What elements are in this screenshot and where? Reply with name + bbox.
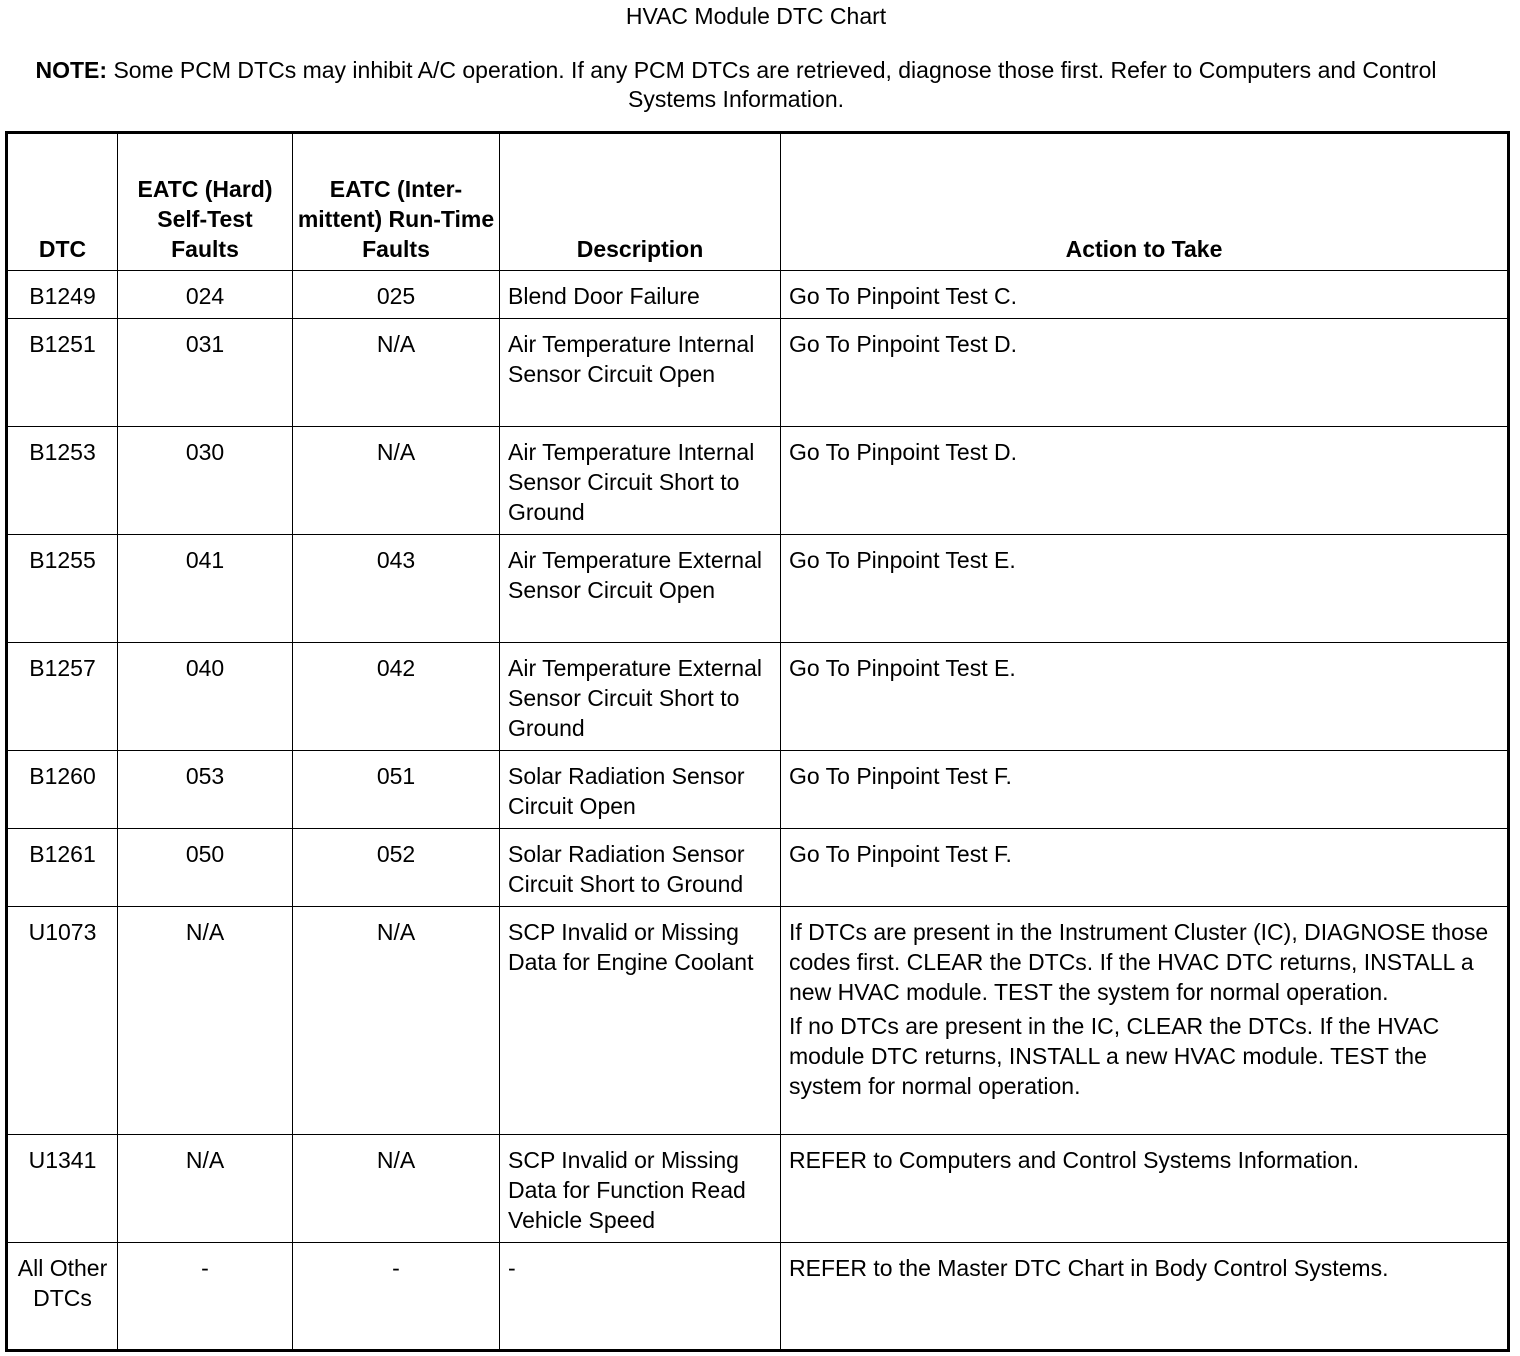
action-cell: Go To Pinpoint Test D.	[781, 427, 1509, 535]
action-cell: Go To Pinpoint Test C.	[781, 271, 1509, 319]
hard-fault-cell: N/A	[118, 907, 293, 1135]
intermittent-fault-cell: N/A	[293, 319, 500, 427]
dtc-cell: B1257	[7, 643, 118, 751]
table-row	[7, 643, 1509, 751]
table-row	[7, 427, 1509, 535]
table-row	[7, 319, 1509, 427]
dtc-cell: B1253	[7, 427, 118, 535]
table-row	[7, 751, 1509, 829]
description-cell: Blend Door Failure	[500, 271, 781, 319]
table-row	[7, 907, 1509, 1135]
hard-fault-cell: 040	[118, 643, 293, 751]
hard-fault-cell: -	[118, 1243, 293, 1351]
table-row	[7, 271, 1509, 319]
intermittent-fault-cell: -	[293, 1243, 500, 1351]
description-cell: Solar Radiation Sensor Circuit Short to Ground	[500, 829, 781, 907]
header-row	[7, 133, 1509, 271]
description-cell: Air Temperature External Sensor Circuit Short to Ground	[500, 643, 781, 751]
action-paragraph: If DTCs are present in the Instrument Cluster (IC), DIAGNOSE those codes first. CLEAR the DTCs. If the HVAC DTC returns, INSTALL a new HVAC module. TEST the system for normal operation.	[789, 919, 1489, 1005]
description-cell: Solar Radiation Sensor Circuit Open	[500, 751, 781, 829]
hard-fault-cell: 053	[118, 751, 293, 829]
description-cell: Air Temperature External Sensor Circuit Open	[500, 535, 781, 643]
hard-fault-cell: 050	[118, 829, 293, 907]
dtc-cell: B1261	[7, 829, 118, 907]
hard-fault-cell: 031	[118, 319, 293, 427]
table-row	[7, 1135, 1509, 1243]
action-cell: Go To Pinpoint Test E.	[781, 535, 1509, 643]
note-label: NOTE:	[35, 57, 108, 83]
action-cell	[781, 907, 1509, 1135]
action-cell: Go To Pinpoint Test E.	[781, 643, 1509, 751]
dtc-cell: B1249	[7, 271, 118, 319]
header-action: Action to Take	[781, 133, 1509, 271]
dtc-cell: B1260	[7, 751, 118, 829]
intermittent-fault-cell: 051	[293, 751, 500, 829]
action-cell: Go To Pinpoint Test F.	[781, 751, 1509, 829]
action-paragraph: If no DTCs are present in the IC, CLEAR the DTCs. If the HVAC module DTC returns, INSTALL a new HVAC module. TEST the system for normal operation.	[789, 1013, 1440, 1099]
header-hard-faults: EATC (Hard) Self-Test Faults	[118, 133, 293, 271]
description-cell: Air Temperature Internal Sensor Circuit Short to Ground	[500, 427, 781, 535]
note-text: Some PCM DTCs may inhibit A/C operation. If any PCM DTCs are retrieved, diagnose those first. Refer to Computers and Control Systems Information.	[107, 57, 1437, 112]
dtc-cell: All Other DTCs	[7, 1243, 118, 1351]
intermittent-fault-cell: N/A	[293, 1135, 500, 1243]
header-dtc: DTC	[7, 133, 118, 271]
action-cell: Go To Pinpoint Test D.	[781, 319, 1509, 427]
dtc-table	[5, 131, 1510, 1352]
action-cell: Go To Pinpoint Test F.	[781, 829, 1509, 907]
hard-fault-cell: 024	[118, 271, 293, 319]
dtc-cell: B1255	[7, 535, 118, 643]
table-row	[7, 1243, 1509, 1351]
action-cell: REFER to the Master DTC Chart in Body Control Systems.	[781, 1243, 1509, 1351]
description-cell: SCP Invalid or Missing Data for Function Read Vehicle Speed	[500, 1135, 781, 1243]
intermittent-fault-cell: N/A	[293, 907, 500, 1135]
intermittent-fault-cell: 025	[293, 271, 500, 319]
intermittent-fault-cell: 042	[293, 643, 500, 751]
intermittent-fault-cell: 043	[293, 535, 500, 643]
table-row	[7, 829, 1509, 907]
dtc-cell: U1073	[7, 907, 118, 1135]
header-intermittent-faults: EATC (Inter-mittent) Run-Time Faults	[293, 133, 500, 271]
action-cell: REFER to Computers and Control Systems Information.	[781, 1135, 1509, 1243]
dtc-cell: U1341	[7, 1135, 118, 1243]
description-cell: Air Temperature Internal Sensor Circuit Open	[500, 319, 781, 427]
intermittent-fault-cell: N/A	[293, 427, 500, 535]
hard-fault-cell: 030	[118, 427, 293, 535]
intermittent-fault-cell: 052	[293, 829, 500, 907]
table-row	[7, 535, 1509, 643]
hard-fault-cell: 041	[118, 535, 293, 643]
header-description: Description	[500, 133, 781, 271]
page-title: HVAC Module DTC Chart	[625, 3, 887, 29]
hard-fault-cell: N/A	[118, 1135, 293, 1243]
description-cell: SCP Invalid or Missing Data for Engine Coolant	[500, 907, 781, 1135]
note	[30, 56, 1442, 114]
description-cell: -	[500, 1243, 781, 1351]
dtc-cell: B1251	[7, 319, 118, 427]
